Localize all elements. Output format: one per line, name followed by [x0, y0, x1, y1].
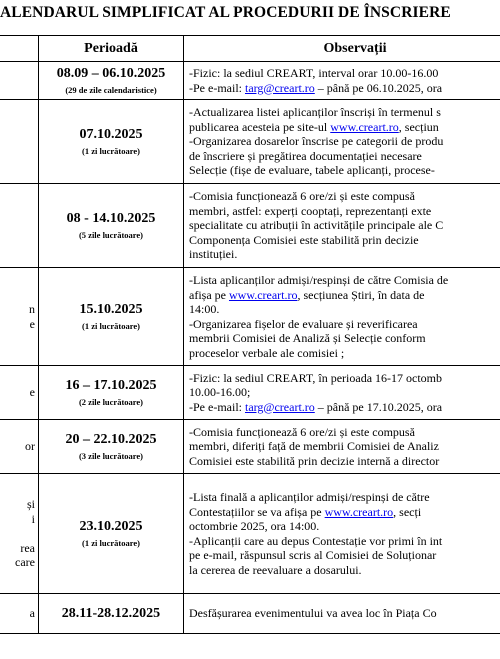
stage-label-line: a	[29, 606, 35, 621]
observation-line	[189, 346, 500, 361]
period-date: 23.10.2025	[79, 519, 143, 534]
observation-text: -Comisia funcționează 6 ore/zi și este compusă	[189, 424, 415, 439]
observation-line	[189, 204, 500, 219]
period-cell	[39, 62, 184, 100]
stage-label-cell	[0, 474, 39, 594]
observation-text: octombrie 2025, ora 14:00.	[189, 519, 320, 533]
observation-line	[189, 66, 500, 81]
observation-text: 10.00-16.00;	[189, 385, 251, 400]
stage-label-cell	[0, 268, 39, 366]
header-perioada: Perioadă	[39, 36, 184, 62]
observation-text: -Comisia funcționează 6 ore/zi și este compusă	[189, 189, 415, 204]
observation-line	[189, 218, 500, 233]
observations-cell	[184, 366, 500, 420]
observation-line	[189, 331, 500, 346]
observation-line	[189, 302, 500, 317]
table-row	[0, 268, 500, 366]
observation-text: pe e-mail, răspunsul scris al Comisiei de Soluționar	[189, 548, 437, 562]
observation-line	[189, 439, 500, 454]
observation-text: membri, astfel: experți cooptați, reprezentanți exte	[189, 203, 432, 218]
observations-cell	[184, 268, 500, 366]
period-cell	[39, 474, 184, 594]
calendar-table	[0, 35, 500, 634]
period-cell	[39, 184, 184, 268]
observation-line	[189, 317, 500, 332]
observation-text: publicarea acesteia pe site-ul	[189, 119, 331, 134]
observation-line	[189, 149, 500, 164]
stage-label-line: și	[26, 497, 35, 512]
observation-text: Desfășurarea evenimentului va avea loc în Piața Co	[189, 606, 437, 621]
website-link[interactable]: www.creart.ro	[228, 287, 298, 302]
stage-label-line: e	[29, 385, 35, 400]
observation-line	[189, 534, 500, 549]
stage-label-line: rea	[20, 540, 35, 555]
observation-line	[189, 400, 500, 415]
observation-line	[189, 385, 500, 400]
period-duration: (1 zi lucrătoare)	[82, 321, 140, 331]
email-link[interactable]: targ@creart.ro	[244, 399, 315, 414]
observation-text: , secțiunea Știri, în data de	[297, 287, 425, 302]
observation-text: membrii Comisiei de Analiză și Selecție conform	[189, 331, 426, 345]
period-date: 08.09 – 06.10.2025	[56, 66, 166, 81]
website-link[interactable]: www.creart.ro	[330, 119, 399, 134]
observation-text: , secți	[393, 504, 422, 519]
observations-cell	[184, 420, 500, 474]
observation-line	[189, 134, 500, 149]
observation-text: 14:00.	[189, 302, 220, 316]
period-cell	[39, 366, 184, 420]
observation-line	[189, 371, 500, 386]
period-duration: (1 zi lucrătoare)	[82, 538, 140, 548]
stage-label-line: care	[15, 555, 35, 570]
table-header-row	[0, 36, 500, 62]
observation-text: membri, diferiți față de membrii Comisiei de Analiz	[189, 439, 439, 454]
observation-line	[189, 490, 500, 505]
observation-text: -Organizarea dosarelor înscrise pe categorii de produ	[189, 134, 444, 149]
stage-label-cell	[0, 184, 39, 268]
table-row	[0, 184, 500, 268]
period-cell	[39, 100, 184, 184]
table-row	[0, 62, 500, 100]
observation-line	[189, 519, 500, 534]
period-duration: (5 zile lucrătoare)	[78, 230, 144, 240]
period-date: 16 – 17.10.2025	[65, 378, 157, 393]
observation-text: -Organizarea fișelor de evaluare și reverificarea	[189, 316, 418, 331]
observation-text: -Fizic: la sediul CREART, în perioada 16-17 octomb	[189, 370, 443, 385]
period-duration: (3 zile lucrătoare)	[78, 451, 144, 461]
observation-text: – până pe 06.10.2025, ora	[314, 80, 443, 95]
observation-text: Contestațiilor se va afișa pe	[189, 504, 325, 519]
observation-text: de înscriere și pregătirea documentației necesare	[189, 148, 422, 163]
observation-line	[189, 288, 500, 303]
observation-line	[189, 425, 500, 440]
stage-label-cell	[0, 420, 39, 474]
stage-label-cell	[0, 366, 39, 420]
table-row	[0, 420, 500, 474]
observations-cell	[184, 474, 500, 594]
table-row	[0, 100, 500, 184]
header-observatii: Observații	[184, 36, 500, 62]
stage-label-line: i	[31, 511, 35, 526]
observation-text: – până pe 17.10.2025, ora	[314, 399, 443, 414]
page-title: ALENDARUL SIMPLIFICAT AL PROCEDURII DE ÎNSCRIERE	[0, 4, 451, 21]
observation-line	[189, 505, 500, 520]
table-row	[0, 594, 500, 634]
observation-line	[189, 105, 500, 120]
observation-text: -Lista finală a aplicanților admiși/respinși de către	[189, 490, 430, 504]
period-duration: (1 zi lucrătoare)	[82, 146, 140, 156]
observation-line	[189, 189, 500, 204]
observation-text: -Actualizarea listei aplicanților înscriși în termenul s	[189, 105, 441, 120]
period-date: 08 - 14.10.2025	[66, 211, 156, 226]
stage-label-line	[0, 526, 35, 541]
observations-cell	[184, 62, 500, 100]
period-date: 15.10.2025	[79, 302, 143, 317]
observation-line	[189, 548, 500, 563]
period-date: 20 – 22.10.2025	[65, 432, 157, 447]
stage-label-line: e	[29, 316, 35, 331]
period-cell	[39, 420, 184, 474]
observation-line	[189, 120, 500, 135]
stage-label-line: n	[29, 302, 35, 316]
observation-line	[189, 247, 500, 262]
observation-text: Selecție (fișe de evaluare, tabele aplicanți, procese-	[189, 163, 435, 178]
stage-label-cell	[0, 62, 39, 100]
observation-text: -Aplicanții care au depus Contestație vor primi în int	[189, 533, 443, 548]
observation-line	[189, 273, 500, 288]
observations-cell	[184, 594, 500, 634]
email-link[interactable]: targ@creart.ro	[244, 80, 315, 95]
observation-text: -Fizic: la sediul CREART, interval orar 10.00-16.00	[189, 66, 439, 80]
observation-text: Comisiei este stabilită prin decizie internă a director	[189, 453, 440, 468]
stage-label-line: or	[25, 439, 35, 454]
header-stage	[0, 36, 39, 62]
observation-text: , secțiun	[398, 119, 439, 134]
observation-line	[189, 81, 500, 96]
period-cell	[39, 268, 184, 366]
observation-text: instituției.	[189, 247, 238, 262]
table-row	[0, 474, 500, 594]
observation-line	[189, 454, 500, 469]
period-cell	[39, 594, 184, 634]
observation-text: specialitate cu atribuții în activitățile principale ale C	[189, 218, 444, 233]
observation-line	[189, 233, 500, 248]
website-link[interactable]: www.creart.ro	[324, 504, 394, 519]
observation-text: -Pe e-mail:	[189, 399, 245, 414]
period-duration: (2 zile lucrătoare)	[78, 397, 144, 407]
observations-cell	[184, 184, 500, 268]
observation-text: proceselor verbale ale comisiei ;	[189, 345, 345, 360]
observation-text: afișa pe	[189, 287, 229, 302]
stage-label-cell	[0, 594, 39, 634]
period-duration: (29 de zile calendaristice)	[65, 85, 157, 95]
observation-text: la cererea de reevaluare a dosarului.	[189, 562, 362, 577]
observation-line	[189, 606, 500, 621]
observation-text: -Lista aplicanților admiși/respinși de către Comisia de	[189, 273, 449, 287]
stage-label-cell	[0, 100, 39, 184]
observations-cell	[184, 100, 500, 184]
observation-text: Componența Comisiei este stabilită prin decizie	[189, 232, 419, 247]
period-date: 07.10.2025	[79, 127, 143, 142]
table-row	[0, 366, 500, 420]
observation-text: -Pe e-mail:	[189, 80, 245, 95]
observation-line	[189, 563, 500, 578]
period-date: 28.11-28.12.2025	[61, 605, 161, 621]
observation-line	[189, 163, 500, 178]
